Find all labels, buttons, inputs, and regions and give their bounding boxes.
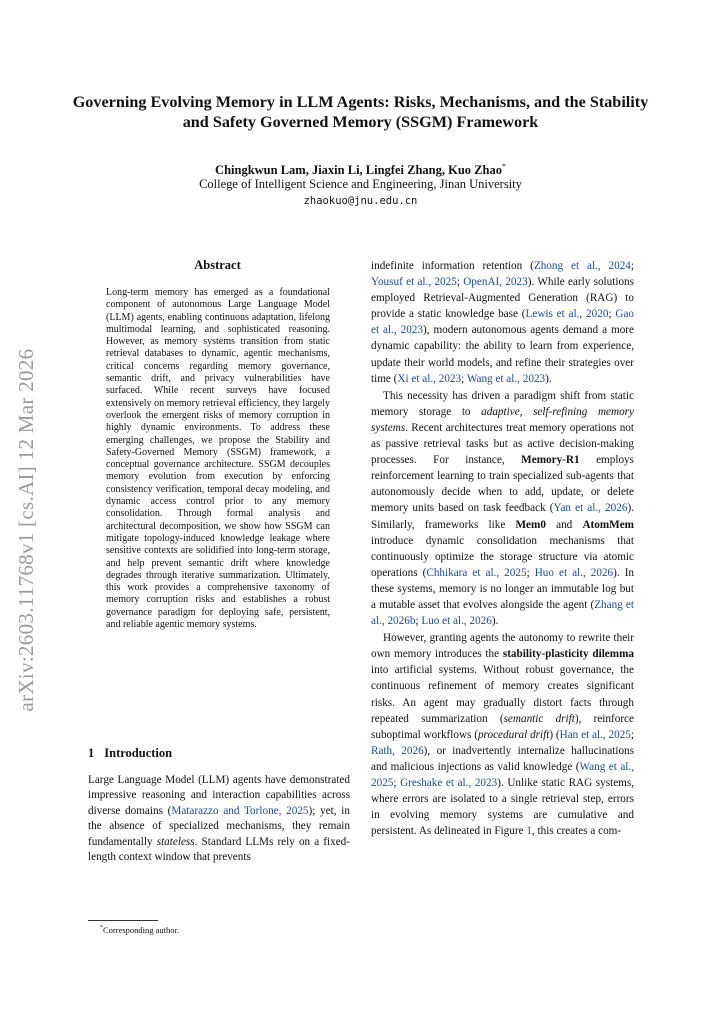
paper-title: Governing Evolving Memory in LLM Agents: Risks, Mechanisms, and the Stability and Safety Governed Memory (SSGM) Framework: [72, 93, 649, 131]
text-run: ;: [415, 615, 422, 628]
text-run: ;: [630, 260, 634, 272]
citation-link[interactable]: Luo et al., 2026: [421, 615, 492, 628]
citation-link[interactable]: OpenAI, 2023: [463, 276, 528, 289]
text-run: ;: [393, 777, 401, 789]
text-run: into artificial systems. Without robust governance, the continuous refinement of memory creates significant risks. An agent may gradually distort facts through repeated summarization (: [371, 664, 634, 725]
emphasis: stateless: [156, 835, 195, 848]
bold-term: AtomMem: [582, 518, 634, 531]
text-run: ). Similarly, frameworks like: [371, 502, 634, 531]
citation-link[interactable]: Xi et al., 2023: [397, 372, 462, 385]
text-run: . Recent architectures treat memory operations not as passive retrieval tasks but as active decision-making processes. For instance,: [371, 421, 634, 467]
intro-right-column: [371, 258, 634, 839]
citation-link[interactable]: Han et al., 2025: [559, 728, 631, 741]
citation-link[interactable]: Zhong et al., 2024: [533, 260, 631, 272]
text-run: ), modern autonomous agents demand a more dynamic capability: the ability to learn from experience, update their world models, and refine their strategies over time (: [371, 324, 634, 385]
text-run: and: [545, 518, 583, 531]
abstract-heading: Abstract: [194, 258, 241, 272]
text-run: ). While early solutions employed Retrieval-Augmented Generation (RAG) to provide a static knowledge base (: [371, 276, 635, 321]
emphasis: semantic drift: [503, 712, 575, 725]
figure-reference-link[interactable]: 1: [526, 825, 532, 838]
emphasis: procedural drift: [477, 728, 550, 741]
text-run: ;: [526, 566, 535, 579]
citation-link[interactable]: Rath, 2026: [371, 744, 424, 757]
text-run: However, granting agents the autonomy to rewrite their own memory introduces the: [371, 632, 634, 661]
intro-paragraph-2: [371, 388, 634, 629]
contact-email: zhaokuo@jnu.edu.cn: [303, 195, 418, 207]
text-run: ).: [491, 615, 499, 628]
citation-link[interactable]: Wang et al., 2025: [371, 760, 635, 789]
text-run: ).: [545, 372, 552, 385]
text-run: ) (: [549, 728, 560, 741]
citation-link[interactable]: Zhang et al., 2026b: [371, 598, 634, 628]
citation-link[interactable]: Greshake et al., 2023: [400, 777, 498, 789]
text-run: ;: [461, 372, 467, 385]
affiliation: College of Intelligent Science and Engineering, Jinan University: [199, 177, 522, 191]
bold-term: stability-plasticity dilemma: [502, 648, 635, 661]
text-run: . Standard LLMs rely on a fixed-length context window that prevents: [88, 835, 350, 864]
citation-link[interactable]: Gao et al., 2023: [371, 308, 634, 337]
citation-link[interactable]: Yan et al., 2026: [553, 502, 628, 515]
text-run: indefinite information retention (: [371, 260, 534, 272]
text-run: This necessity has driven a paradigm shift from static memory storage to: [371, 389, 634, 418]
abstract-text: Long-term memory has emerged as a foundational component of autonomous Large Language Model (LLM) agents, enabling continuous adaptation, lifelong multimodal learning, and sophisticated reasoning. However, as memory systems transition from static retrieval databases to dynamic, agentic mechanisms, critical concerns regarding memory governance, semantic drift, and privacy vulnerabilities have surfaced. While recent surveys have focused extensively on memory retrieval efficiency, they largely overlook the emergent risks of memory corruption in highly dynamic environments. To address these emerging challenges, we propose the Stability and Safety-Governed Memory (SSGM) framework, a conceptual governance architecture. SSGM decouples memory evolution from execution by enforcing consistency verification, temporal decay modeling, and dynamic access control prior to any memory consolidation. Through formal analysis and architectural decomposition, we show how SSGM can mitigate topology-induced knowledge leakage where sensitive contexts are solidified into long-term storage, and help prevent semantic drift where knowledge degrades through iterative summarization. Ultimately, this work provides a comprehensive taxonomy of memory corruption risks and establishes a robust governance paradigm for deploying safe, persistent, and reliable agentic memory systems.: [106, 287, 330, 631]
bold-term: Memory-R1: [521, 454, 580, 467]
section-title: Introduction: [104, 746, 173, 760]
section-heading-introduction: [88, 746, 172, 761]
intro-paragraph-1: [371, 258, 634, 387]
footnote-mark: *: [100, 925, 103, 931]
text-run: Large Language Model (LLM) agents have demonstrated impressive reasoning and interaction capabilities across diverse domains (: [88, 774, 350, 817]
citation-link[interactable]: Huo et al., 2026: [534, 566, 614, 579]
text-run: , this creates a com-: [531, 825, 622, 838]
corresponding-author-mark: *: [501, 162, 506, 171]
citation-link[interactable]: Yousuf et al., 2025: [371, 276, 457, 289]
citation-link[interactable]: Matarazzo and Torlone, 2025: [171, 804, 309, 817]
footnote-text: Corresponding author.: [103, 924, 180, 935]
text-run: ;: [456, 276, 464, 289]
section-number: 1: [88, 746, 95, 760]
text-run: ;: [608, 308, 616, 321]
text-run: employs reinforcement learning to train specialized sub-agents that autonomously decide when to add, update, or delete memory units based on task feedback (: [371, 454, 634, 515]
text-run: ;: [630, 728, 634, 741]
citation-link[interactable]: Lewis et al., 2020: [525, 308, 609, 321]
intro-paragraph-left: [88, 773, 350, 865]
text-run: introduce dynamic consolidation mechanisms that continuously optimize the storage structure via atomic operations (: [371, 534, 634, 579]
emphasis: adaptive, self-refining memory systems: [371, 405, 634, 434]
footnote-rule: [88, 920, 158, 921]
text-run: ), or inadvertently internalize hallucinations and malicious injections as valid knowledge (: [371, 744, 634, 773]
footnote: [100, 922, 179, 936]
text-run: ). In these systems, memory is no longer an immutable log but a mutable asset that evolves alongside the agent (: [371, 566, 635, 611]
citation-link[interactable]: Wang et al., 2023: [466, 372, 546, 385]
bold-term: Mem0: [515, 518, 546, 531]
text-run: ). Unlike static RAG systems, where errors are isolated to a single retrieval step, errors in evolving memory systems are cumulative and persistent. As delineated in Figure: [371, 777, 635, 838]
intro-paragraph-3: [371, 630, 634, 839]
text-run: ); yet, in the absence of specialized mechanisms, they remain fundamentally: [88, 804, 350, 848]
arxiv-stamp: arXiv:2603.11768v1 [cs.AI] 12 Mar 2026: [14, 348, 38, 712]
citation-link[interactable]: Chhikara et al., 2025: [426, 566, 527, 579]
text-run: ), reinforce suboptimal workflows (: [371, 712, 634, 741]
author-names: Chingkwun Lam, Jiaxin Li, Lingfei Zhang, Kuo Zhao: [215, 163, 502, 178]
